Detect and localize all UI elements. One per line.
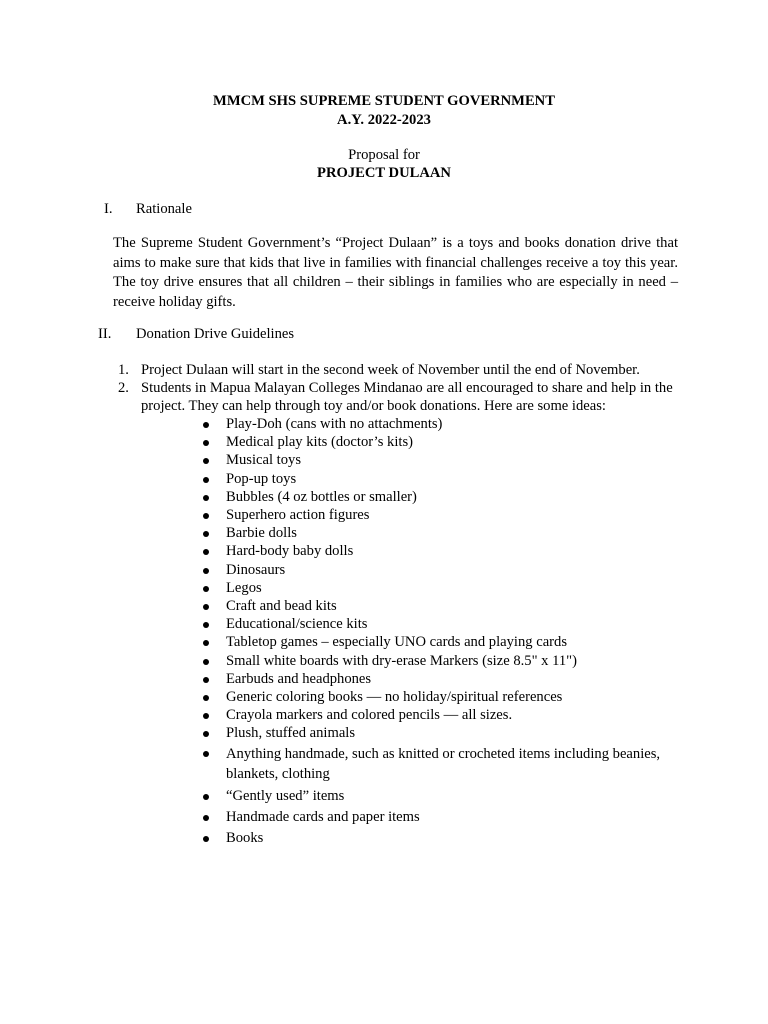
list-item: Legos — [202, 579, 692, 597]
section-2-heading: Donation Drive Guidelines — [136, 326, 295, 342]
guidelines-list — [118, 361, 688, 416]
bullet-icon — [203, 458, 209, 464]
list-item: Dinosaurs — [202, 561, 692, 579]
rationale-paragraph: The Supreme Student Government’s “Project Dulaan” is a toys and books donation drive that aims to make sure that kids that live in families with financial challenges receive a toy this year. The toy drive ensures that all children – their siblings in families who are especially in need – receive holiday gifts. — [113, 235, 678, 310]
list-item: Barbie dolls — [202, 524, 692, 542]
org-title: MMCM SHS SUPREME STUDENT GOVERNMENT — [213, 93, 555, 109]
bullet-icon — [203, 659, 209, 665]
list-item: Tabletop games – especially UNO cards and playing cards — [202, 633, 692, 651]
bullet-icon — [203, 751, 209, 757]
bullet-icon — [203, 815, 209, 821]
list-item: Bubbles (4 oz bottles or smaller) — [202, 488, 692, 506]
bullet-icon — [203, 677, 209, 683]
guideline-text: Project Dulaan will start in the second week of November until the end of November. — [141, 362, 640, 378]
list-item: Generic coloring books — no holiday/spiritual references — [202, 688, 692, 706]
bullet-icon — [203, 568, 209, 574]
list-item: Anything handmade, such as knitted or crocheted items including beanies, blankets, clothing — [202, 744, 692, 784]
list-item: Pop-up toys — [202, 470, 692, 488]
section-1-heading: Rationale — [136, 201, 192, 217]
bullet-icon — [203, 477, 209, 483]
bullet-icon — [203, 622, 209, 628]
list-item: Craft and bead kits — [202, 597, 692, 615]
list-item: Musical toys — [202, 451, 692, 469]
bullet-icon — [203, 549, 209, 555]
bullet-icon — [203, 794, 209, 800]
list-item: Plush, stuffed animals — [202, 724, 692, 742]
bullet-icon — [203, 586, 209, 592]
project-title: PROJECT DULAAN — [317, 165, 451, 181]
list-item: Small white boards with dry-erase Markers (size 8.5" x 11") — [202, 652, 692, 670]
bullet-icon — [203, 640, 209, 646]
donation-ideas-list — [202, 415, 692, 847]
bullet-icon — [203, 731, 209, 737]
section-2-numeral: II. — [98, 326, 112, 342]
bullet-icon — [203, 422, 209, 428]
list-item: Medical play kits (doctor’s kits) — [202, 433, 692, 451]
list-item: Crayola markers and colored pencils — all sizes. — [202, 706, 692, 724]
list-item: Handmade cards and paper items — [202, 808, 692, 826]
proposal-for-label: Proposal for — [348, 147, 420, 163]
list-item: Educational/science kits — [202, 615, 692, 633]
bullet-icon — [203, 836, 209, 842]
bullet-icon — [203, 495, 209, 501]
bullet-icon — [203, 440, 209, 446]
guideline-text: Students in Mapua Malayan Colleges Mindanao are all encouraged to share and help in the project. They can help through toy and/or book donations. Here are some ideas: — [141, 380, 673, 415]
guideline-number: 1. — [118, 362, 129, 378]
guideline-number: 2. — [118, 380, 129, 397]
bullet-icon — [203, 695, 209, 701]
guideline-item — [118, 361, 688, 379]
bullet-icon — [203, 713, 209, 719]
guideline-item — [118, 379, 688, 415]
list-item: Earbuds and headphones — [202, 670, 692, 688]
bullet-icon — [203, 604, 209, 610]
bullet-icon — [203, 531, 209, 537]
list-item: Play-Doh (cans with no attachments) — [202, 415, 692, 433]
list-item: Books — [202, 829, 692, 847]
section-1-numeral: I. — [104, 201, 113, 217]
list-item: “Gently used” items — [202, 787, 692, 805]
list-item: Superhero action figures — [202, 506, 692, 524]
academic-year: A.Y. 2022-2023 — [337, 112, 431, 128]
bullet-icon — [203, 513, 209, 519]
list-item: Hard-body baby dolls — [202, 542, 692, 560]
